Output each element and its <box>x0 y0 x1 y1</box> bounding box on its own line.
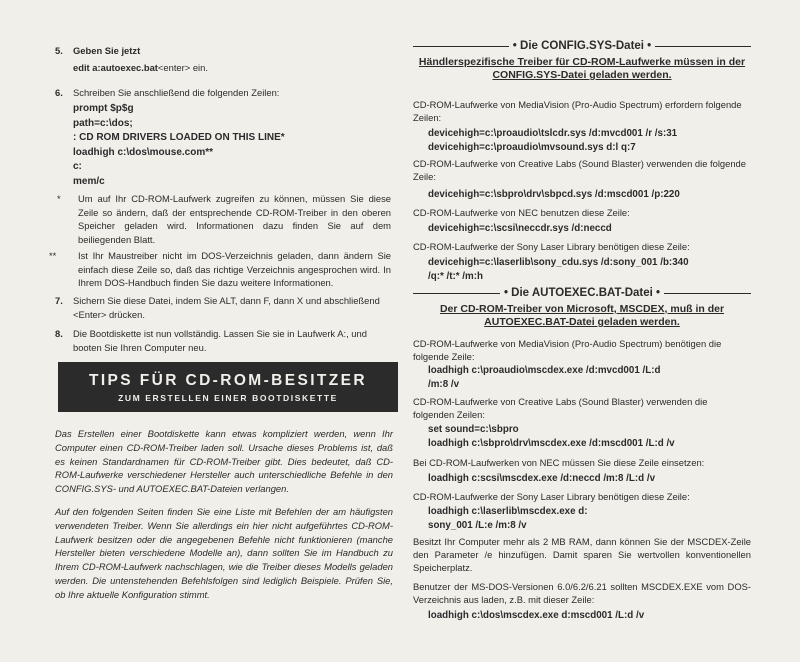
dos-version-code <box>413 609 751 623</box>
step-command-tail: <enter> ein. <box>157 61 208 73</box>
code-line: : CD ROM DRIVERS LOADED ON THIS LINE* <box>73 132 285 143</box>
config-nec-intro: CD-ROM-Laufwerke von NEC benutzen diese Zeile: <box>413 207 630 218</box>
code-line: prompt $p$g <box>73 103 134 114</box>
heading-rule <box>413 293 500 294</box>
config-mediavision-intro: CD-ROM-Laufwerke von MediaVision (Pro-Audio Spectrum) erfordern folgende Zeilen: <box>413 99 742 124</box>
step-number: 6. <box>55 87 63 98</box>
heading-rule <box>664 293 751 294</box>
config-creative-intro: CD-ROM-Laufwerke von Creative Labs (Sound Blaster) verwenden die folgende Zeile: <box>413 158 746 183</box>
step-command: edit a:autoexec.bat <box>73 61 158 73</box>
code-line: path=c:\dos; <box>73 117 133 129</box>
autoexec-creative-code <box>413 423 751 451</box>
tips-subtitle: ZUM ERSTELLEN EINER BOOTDISKETTE <box>118 393 338 403</box>
autoexec-creative-intro: CD-ROM-Laufwerke von Creative Labs (Sound Blaster) verwenden die folgenden Zeilen: <box>413 396 708 421</box>
code-line: loadhigh c:\laserlib\mscdex.exe d: <box>428 506 588 517</box>
step-number: 7. <box>55 295 63 306</box>
autoexec-mediavision-code <box>413 364 751 392</box>
code-line: loadhigh c:scsi\mscdex.exe /d:neccd /m:8 /L:d /v <box>428 473 656 484</box>
code-line: loadhigh c:\dos\mscdex.exe d:mscd001 /L:d /v <box>428 610 645 621</box>
tips-banner <box>58 362 398 412</box>
autoexec-heading <box>413 287 751 299</box>
code-line: mem/c <box>73 175 105 187</box>
code-line: c: <box>73 161 82 172</box>
autoexec-sony-code <box>413 505 751 533</box>
code-line: devicehigh=c:\scsi\neccdr.sys /d:neccd <box>428 223 612 234</box>
footnote-mark: * <box>57 193 61 204</box>
step-8 <box>55 327 391 354</box>
code-block <box>73 102 393 189</box>
code-line: devicehigh=c:\laserlib\sony_cdu.sys /d:sony_001 /b:340 <box>428 257 689 268</box>
code-line: set sound=c:\sbpro <box>428 424 519 435</box>
config-sys-heading <box>413 40 751 52</box>
footnote-1 <box>55 192 391 246</box>
autoexec-subheading: Der CD-ROM-Treiber von Microsoft, MSCDEX, muß in der AUTOEXEC.BAT-Datei geladen werden. <box>439 303 725 328</box>
ram-note: Besitzt Ihr Computer mehr als 2 MB RAM, dann können Sie der MSCDEX-Zeile den Parameter /e hinzufügen. Damit sparen Sie wertvollen konventionellen Speicherplatz. <box>413 536 751 574</box>
dos-version-note: Benutzer der MS-DOS-Versionen 6.0/6.2/6.21 sollten MSCDEX.EXE vom DOS-Verzeichnis aus laden, z.B. mit dieser Zeile: <box>413 581 751 606</box>
code-line: loadhigh c:\proaudio\mscdex.exe /d:mvcd001 /L:d <box>428 365 661 376</box>
config-sony-intro: CD-ROM-Laufwerke der Sony Laser Library benötigen diese Zeile: <box>413 241 690 252</box>
heading-text: • Die CONFIG.SYS-Datei • <box>512 40 652 52</box>
heading-rule <box>655 46 751 47</box>
autoexec-mediavision-intro: CD-ROM-Laufwerke von MediaVision (Pro-Audio Spectrum) benötigen die folgende Zeile: <box>413 338 722 363</box>
intro-paragraph: Das Erstellen einer Bootdiskette kann etwas kompliziert werden, wenn Ihr Computer einen CD-ROM-Treiber laden soll. Ursache dieses Problems ist, daß es keinen Standardnamen für CD-ROM-Treiber gibt. Dies bedeutet, daß CD-ROM-Laufwerke verschiedener Hersteller auch unterschiedliche Befehle in den CONFIG.SYS- und AUTOEXEC.BAT-Dateien verlangen. <box>55 428 393 495</box>
step-number: 8. <box>55 328 63 339</box>
code-line: sony_001 /L:e /m:8 /v <box>428 519 527 531</box>
code-line: /m:8 /v <box>428 378 460 390</box>
code-line: devicehigh=c:\proaudio\tslcdr.sys /d:mvcd001 /r /s:31 <box>428 128 678 139</box>
code-line: /q:* /t:* /m:h <box>428 270 483 282</box>
code-line: loadhigh c:\sbpro\drv\mscdex.exe /d:mscd001 /L:d /v <box>428 437 675 449</box>
autoexec-sony-intro: CD-ROM-Laufwerke der Sony Laser Library benötigen diese Zeile: <box>413 491 690 502</box>
footnote-text: Ist Ihr Maustreiber nicht im DOS-Verzeichnis geladen, dann ändern Sie einfach diese Zeile so, daß das richtige Verzeichnis angesprochen wird. In Ihrem DOS-Handbuch finden Sie dazu weitere Informationen. <box>78 250 391 288</box>
autoexec-nec-code <box>413 472 751 486</box>
heading-rule <box>413 46 509 47</box>
config-nec-code <box>413 222 751 236</box>
footnote-text: Um auf Ihr CD-ROM-Laufwerk zugreifen zu können, müssen Sie diese Zeile so ändern, daß der entsprechende CD-ROM-Treiber in den oberen Speicher geladen wird. Informationen dazu finden Sie auf dem beiliegenden Blatt. <box>78 193 391 245</box>
step-text: Sichern Sie diese Datei, indem Sie ALT, dann F, dann X und abschließend <Enter> drücken. <box>73 295 380 320</box>
step-number: 5. <box>55 45 63 56</box>
footnote-mark: ** <box>49 250 57 261</box>
config-mediavision-code <box>413 127 751 155</box>
code-line: devicehigh=c:\sbpro\drv\sbpcd.sys /d:mscd001 /p:220 <box>428 189 680 200</box>
code-line: loadhigh c:\dos\mouse.com** <box>73 146 214 158</box>
heading-text: • Die AUTOEXEC.BAT-Datei • <box>503 287 661 299</box>
step-title: Geben Sie jetzt <box>73 45 141 56</box>
footnote-2 <box>49 249 391 290</box>
tips-title: TIPS FÜR CD-ROM-BESITZER <box>88 372 368 389</box>
config-sys-subheading: Händlerspezifische Treiber für CD-ROM-Laufwerke müssen in der CONFIG.SYS-Datei geladen werden. <box>418 56 746 81</box>
step-text: Schreiben Sie anschließend die folgenden Zeilen: <box>73 87 280 98</box>
config-sony-code <box>413 256 751 284</box>
config-creative-code <box>413 188 751 202</box>
step-7 <box>55 294 391 321</box>
step-text: Die Bootdiskette ist nun vollständig. Lassen Sie sie in Laufwerk A:, und booten Sie Ihren Computer neu. <box>73 328 367 353</box>
step-5 <box>55 44 409 74</box>
step-6 <box>55 86 409 100</box>
autoexec-nec-intro: Bei CD-ROM-Laufwerken von NEC müssen Sie diese Zeile einsetzen: <box>413 457 705 468</box>
drivers-paragraph: Auf den folgenden Seiten finden Sie eine Liste mit Befehlen der am häufigsten verwendeten Treiber. Wenn Sie allerdings ein hier nicht aufgeführtes CD-ROM-Laufwerk besitzen oder die angegebenen Befehle nicht funktionieren (manche Hersteller bieten verschiedene Modelle an), dann sollten Sie im Handbuch zu Ihrem CD-ROM-Laufwerk nachschlagen, wie die Treiber dieses Modells geladen werden. Die untenstehenden Befehlsfolgen sind lediglich Beispiele. Prüfen Sie, ob Ihre aktuelle Konfiguration stimmt. <box>55 506 393 600</box>
code-line: devicehigh=c:\proaudio\mvsound.sys d:l q:7 <box>428 141 636 153</box>
